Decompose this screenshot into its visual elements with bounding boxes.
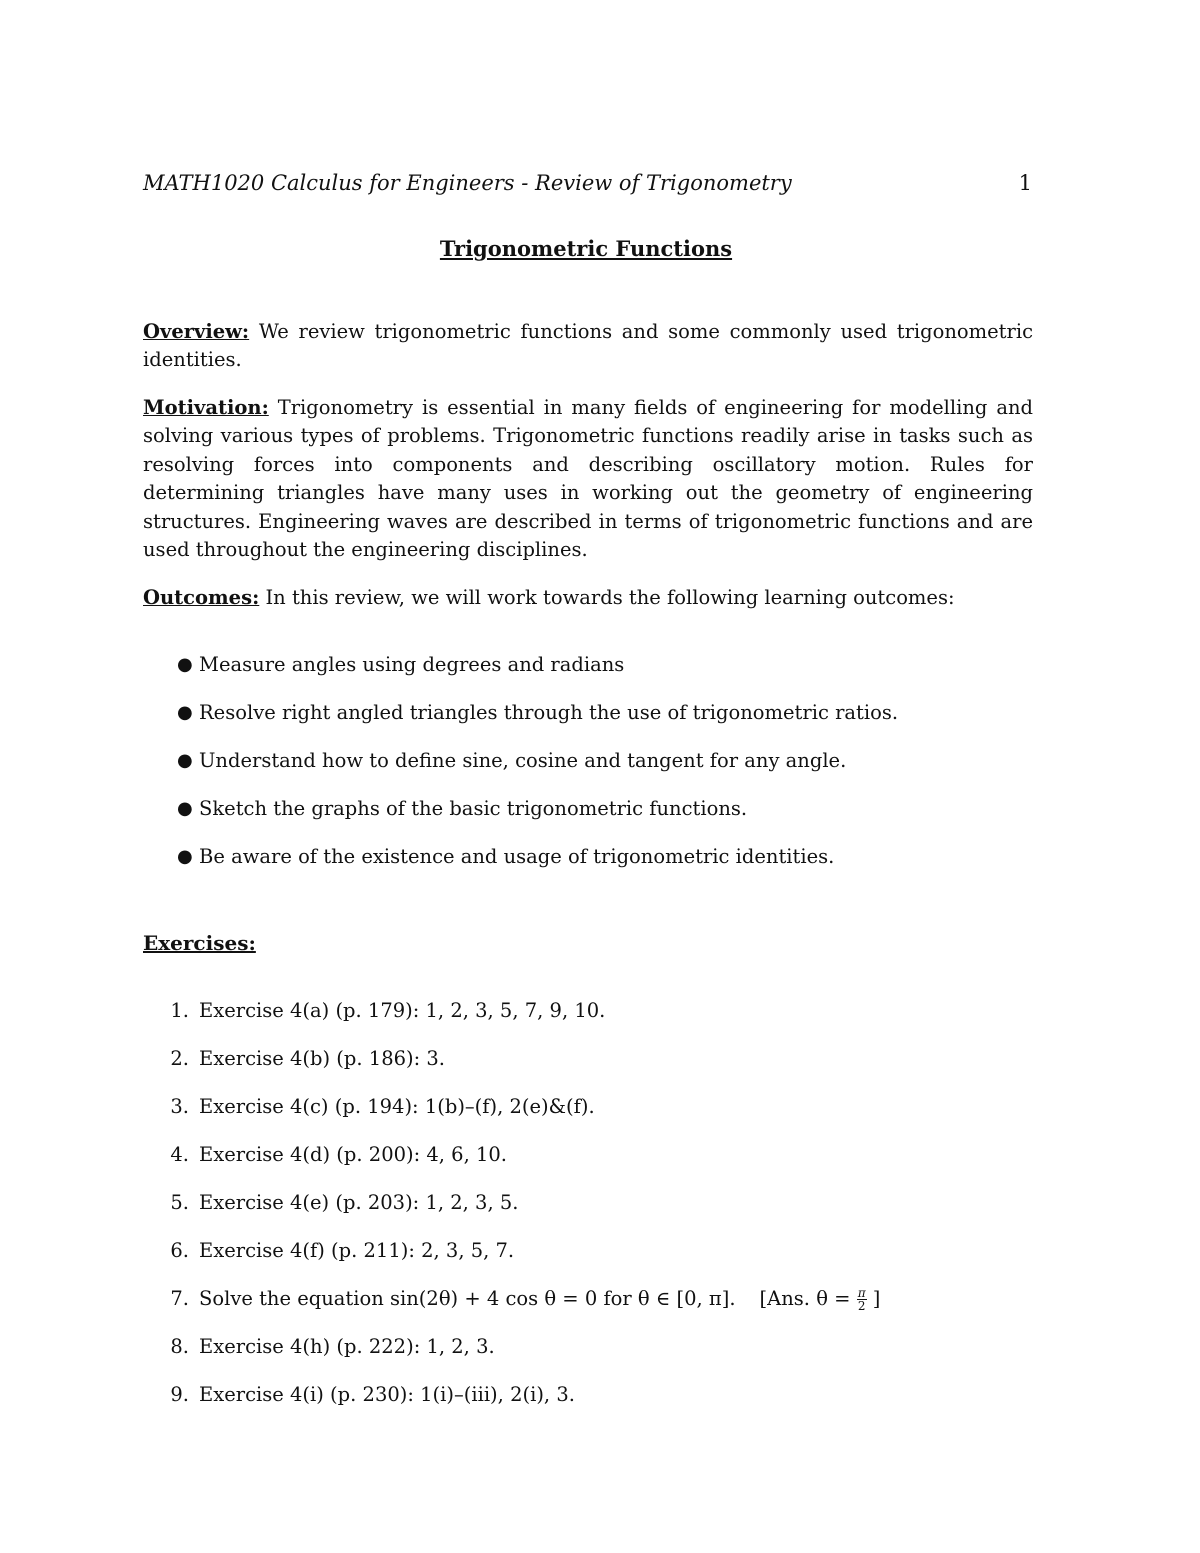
exercise-text: Exercise 4(a) (p. 179): 1, 2, 3, 5, 7, 9, 10. (199, 999, 606, 1022)
exercise-item (143, 1332, 1033, 1380)
list-item (143, 842, 1033, 890)
overview-paragraph (143, 318, 1033, 375)
list-item (143, 698, 1033, 746)
outcomes-list (143, 650, 1033, 890)
bullet-icon: ● (177, 702, 193, 723)
outcomes-text: In this review, we will work towards the following learning outcomes: (259, 586, 955, 609)
fraction-denominator: 2 (857, 1299, 866, 1313)
list-item (143, 650, 1033, 698)
list-item-text: Measure angles using degrees and radians (199, 653, 625, 676)
exercise-item (143, 1188, 1033, 1236)
exercise-text: Exercise 4(e) (p. 203): 1, 2, 3, 5. (199, 1191, 519, 1214)
list-item-text: Understand how to define sine, cosine and tangent for any angle. (199, 749, 847, 772)
exercise-text: Solve the equation sin(2θ) + 4 cos θ = 0 for θ ∈ [0, π]. (199, 1287, 736, 1310)
exercise-text: Exercise 4(c) (p. 194): 1(b)–(f), 2(e)&(f). (199, 1095, 595, 1118)
exercise-number: 5. (170, 1191, 189, 1214)
exercise-item (143, 1380, 1033, 1428)
page-title: Trigonometric Functions (439, 236, 733, 261)
exercise-number: 2. (170, 1047, 189, 1070)
bullet-icon: ● (177, 750, 193, 771)
outcomes-label: Outcomes: (143, 586, 260, 609)
motivation-label: Motivation: (143, 396, 269, 419)
list-item (143, 794, 1033, 842)
overview-text: We review trigonometric functions and some commonly used trigonometric identities. (143, 320, 1033, 372)
exercise-number: 1. (170, 999, 189, 1022)
answer-suffix: ] (866, 1287, 881, 1310)
exercise-text: Exercise 4(i) (p. 230): 1(i)–(iii), 2(i), 3. (199, 1383, 575, 1406)
exercise-item (143, 1284, 1033, 1332)
answer-prefix: [Ans. θ = (759, 1287, 857, 1310)
exercises-heading: Exercises: (143, 931, 256, 955)
exercise-text: Exercise 4(f) (p. 211): 2, 3, 5, 7. (199, 1239, 515, 1262)
exercise-text: Exercise 4(h) (p. 222): 1, 2, 3. (199, 1335, 495, 1358)
exercises-list (143, 996, 1033, 1428)
exercise-text: Exercise 4(d) (p. 200): 4, 6, 10. (199, 1143, 508, 1166)
exercise-item (143, 1140, 1033, 1188)
running-header: MATH1020 Calculus for Engineers - Review of Trigonometry (143, 171, 792, 195)
exercise-number: 6. (170, 1239, 189, 1262)
answer (759, 1286, 881, 1313)
fraction-numerator: π (857, 1286, 866, 1300)
list-item (143, 746, 1033, 794)
motivation-paragraph (143, 394, 1033, 564)
outcomes-paragraph (143, 584, 1033, 612)
bullet-icon: ● (177, 846, 193, 867)
exercise-number: 8. (170, 1335, 189, 1358)
bullet-icon: ● (177, 798, 193, 819)
exercise-text: Exercise 4(b) (p. 186): 3. (199, 1047, 445, 1070)
exercise-number: 9. (170, 1383, 189, 1406)
exercise-item (143, 1092, 1033, 1140)
exercise-number: 7. (170, 1287, 189, 1310)
exercise-number: 4. (170, 1143, 189, 1166)
exercise-number: 3. (170, 1095, 189, 1118)
motivation-text: Trigonometry is essential in many fields of engineering for modelling and solving various types of problems. Trigonometric functions readily arise in tasks such as resolving forces into components and describing oscillatory motion. Rules for determining triangles have many uses in working out the geometry of engineering structures. Engineering waves are described in terms of trigonometric functions and are used throughout the engineering disciplines. (143, 396, 1033, 562)
page-number: 1 (1018, 171, 1032, 195)
exercise-item (143, 996, 1033, 1044)
exercise-item (143, 1044, 1033, 1092)
bullet-icon: ● (177, 654, 193, 675)
list-item-text: Be aware of the existence and usage of trigonometric identities. (199, 845, 835, 868)
list-item-text: Resolve right angled triangles through the use of trigonometric ratios. (199, 701, 899, 724)
exercise-item (143, 1236, 1033, 1284)
overview-label: Overview: (143, 320, 250, 343)
list-item-text: Sketch the graphs of the basic trigonometric functions. (199, 797, 748, 820)
answer-fraction (857, 1287, 867, 1312)
